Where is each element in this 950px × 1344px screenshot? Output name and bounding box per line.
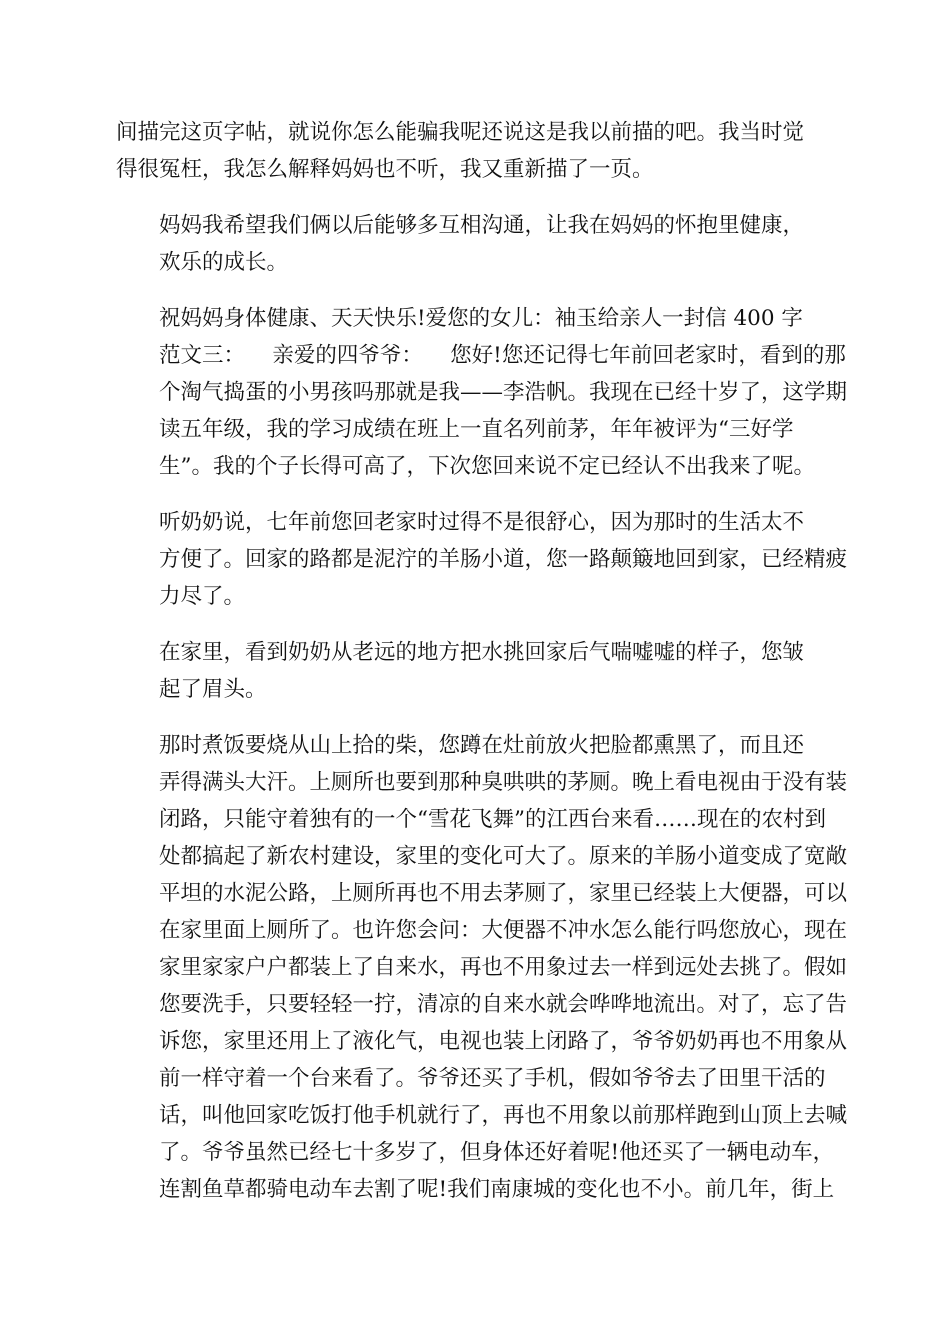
text-line: 力尽了。 (159, 584, 246, 609)
text-line: 平坦的水泥公路，上厕所再也不用去茅厕了，家里已经装上大便器，可以 (159, 881, 848, 906)
text-line: 欢乐的成长。 (159, 250, 289, 275)
text-line: 妈妈我希望我们俩以后能够多互相沟通，让我在妈妈的怀抱里健康， (159, 213, 805, 238)
paragraph (116, 300, 848, 485)
text-line: 连割鱼草都骑电动车去割了呢!我们南康城的变化也不小。前几年，街上 (159, 1177, 835, 1202)
text-line: 在家里，看到奶奶从老远的地方把水挑回家后气喘嘘嘘的样子，您皱 (159, 640, 805, 665)
paragraph (116, 114, 836, 188)
paragraph (116, 504, 848, 615)
text-line: 诉您，家里还用上了液化气，电视也装上闭路了，爷爷奶奶再也不用象从 (159, 1029, 848, 1054)
paragraph (116, 634, 836, 708)
text-line: 范文三： 亲爱的四爷爷： 您好!您还记得七年前回老家时，看到的那 (159, 343, 846, 368)
text-line: 了。爷爷虽然已经七十多岁了，但身体还好着呢!他还买了一辆电动车， (159, 1140, 835, 1165)
text-line: 话，叫他回家吃饭打他手机就行了，再也不用象以前那样跑到山顶上去喊 (159, 1103, 848, 1128)
text-line: 方便了。回家的路都是泥泞的羊肠小道，您一路颠簸地回到家，已经精疲 (159, 547, 848, 572)
text-line: 听奶奶说，七年前您回老家时过得不是很舒心，因为那时的生活太不 (159, 510, 805, 535)
text-line: 您要洗手，只要轻轻一拧，清凉的自来水就会哗哗地流出。对了，忘了告 (159, 992, 848, 1017)
text-line: 起了眉头。 (159, 677, 267, 702)
text-line: 在家里面上厕所了。也许您会问：大便器不冲水怎么能行吗您放心，现在 (159, 918, 848, 943)
text-line: 间描完这页字帖，就说你怎么能骗我呢还说这是我以前描的吧。我当时觉 (116, 120, 805, 145)
text-line: 那时煮饭要烧从山上拾的柴，您蹲在灶前放火把脸都熏黑了，而且还 (159, 733, 805, 758)
text-line: 个淘气捣蛋的小男孩吗那就是我——李浩帆。我现在已经十岁了，这学期 (159, 380, 848, 405)
text-line: 弄得满头大汗。上厕所也要到那种臭哄哄的茅厕。晚上看电视由于没有装 (159, 770, 848, 795)
text-line: 前一样守着一个台来看了。爷爷还买了手机，假如爷爷去了田里干活的 (159, 1066, 826, 1091)
text-line: 处都搞起了新农村建设，家里的变化可大了。原来的羊肠小道变成了宽敞 (159, 844, 848, 869)
text-line: 得很冤枉，我怎么解释妈妈也不听，我又重新描了一页。 (116, 157, 654, 182)
paragraph (116, 207, 836, 281)
text-line: 家里家家户户都装上了自来水，再也不用象过去一样到远处去挑了。假如 (159, 955, 848, 980)
text-line: 祝妈妈身体健康、天天快乐!爱您的女儿：袖玉给亲人一封信 400 字 (159, 306, 803, 331)
paragraph (116, 727, 848, 1208)
document-body (116, 114, 848, 1227)
text-line: 读五年级，我的学习成绩在班上一直名列前茅，年年被评为“三好学 (159, 417, 794, 442)
text-line: 闭路，只能守着独有的一个“雪花飞舞”的江西台来看……现在的农村到 (159, 807, 826, 832)
text-line: 生”。我的个子长得可高了，下次您回来说不定已经认不出我来了呢。 (159, 454, 815, 479)
